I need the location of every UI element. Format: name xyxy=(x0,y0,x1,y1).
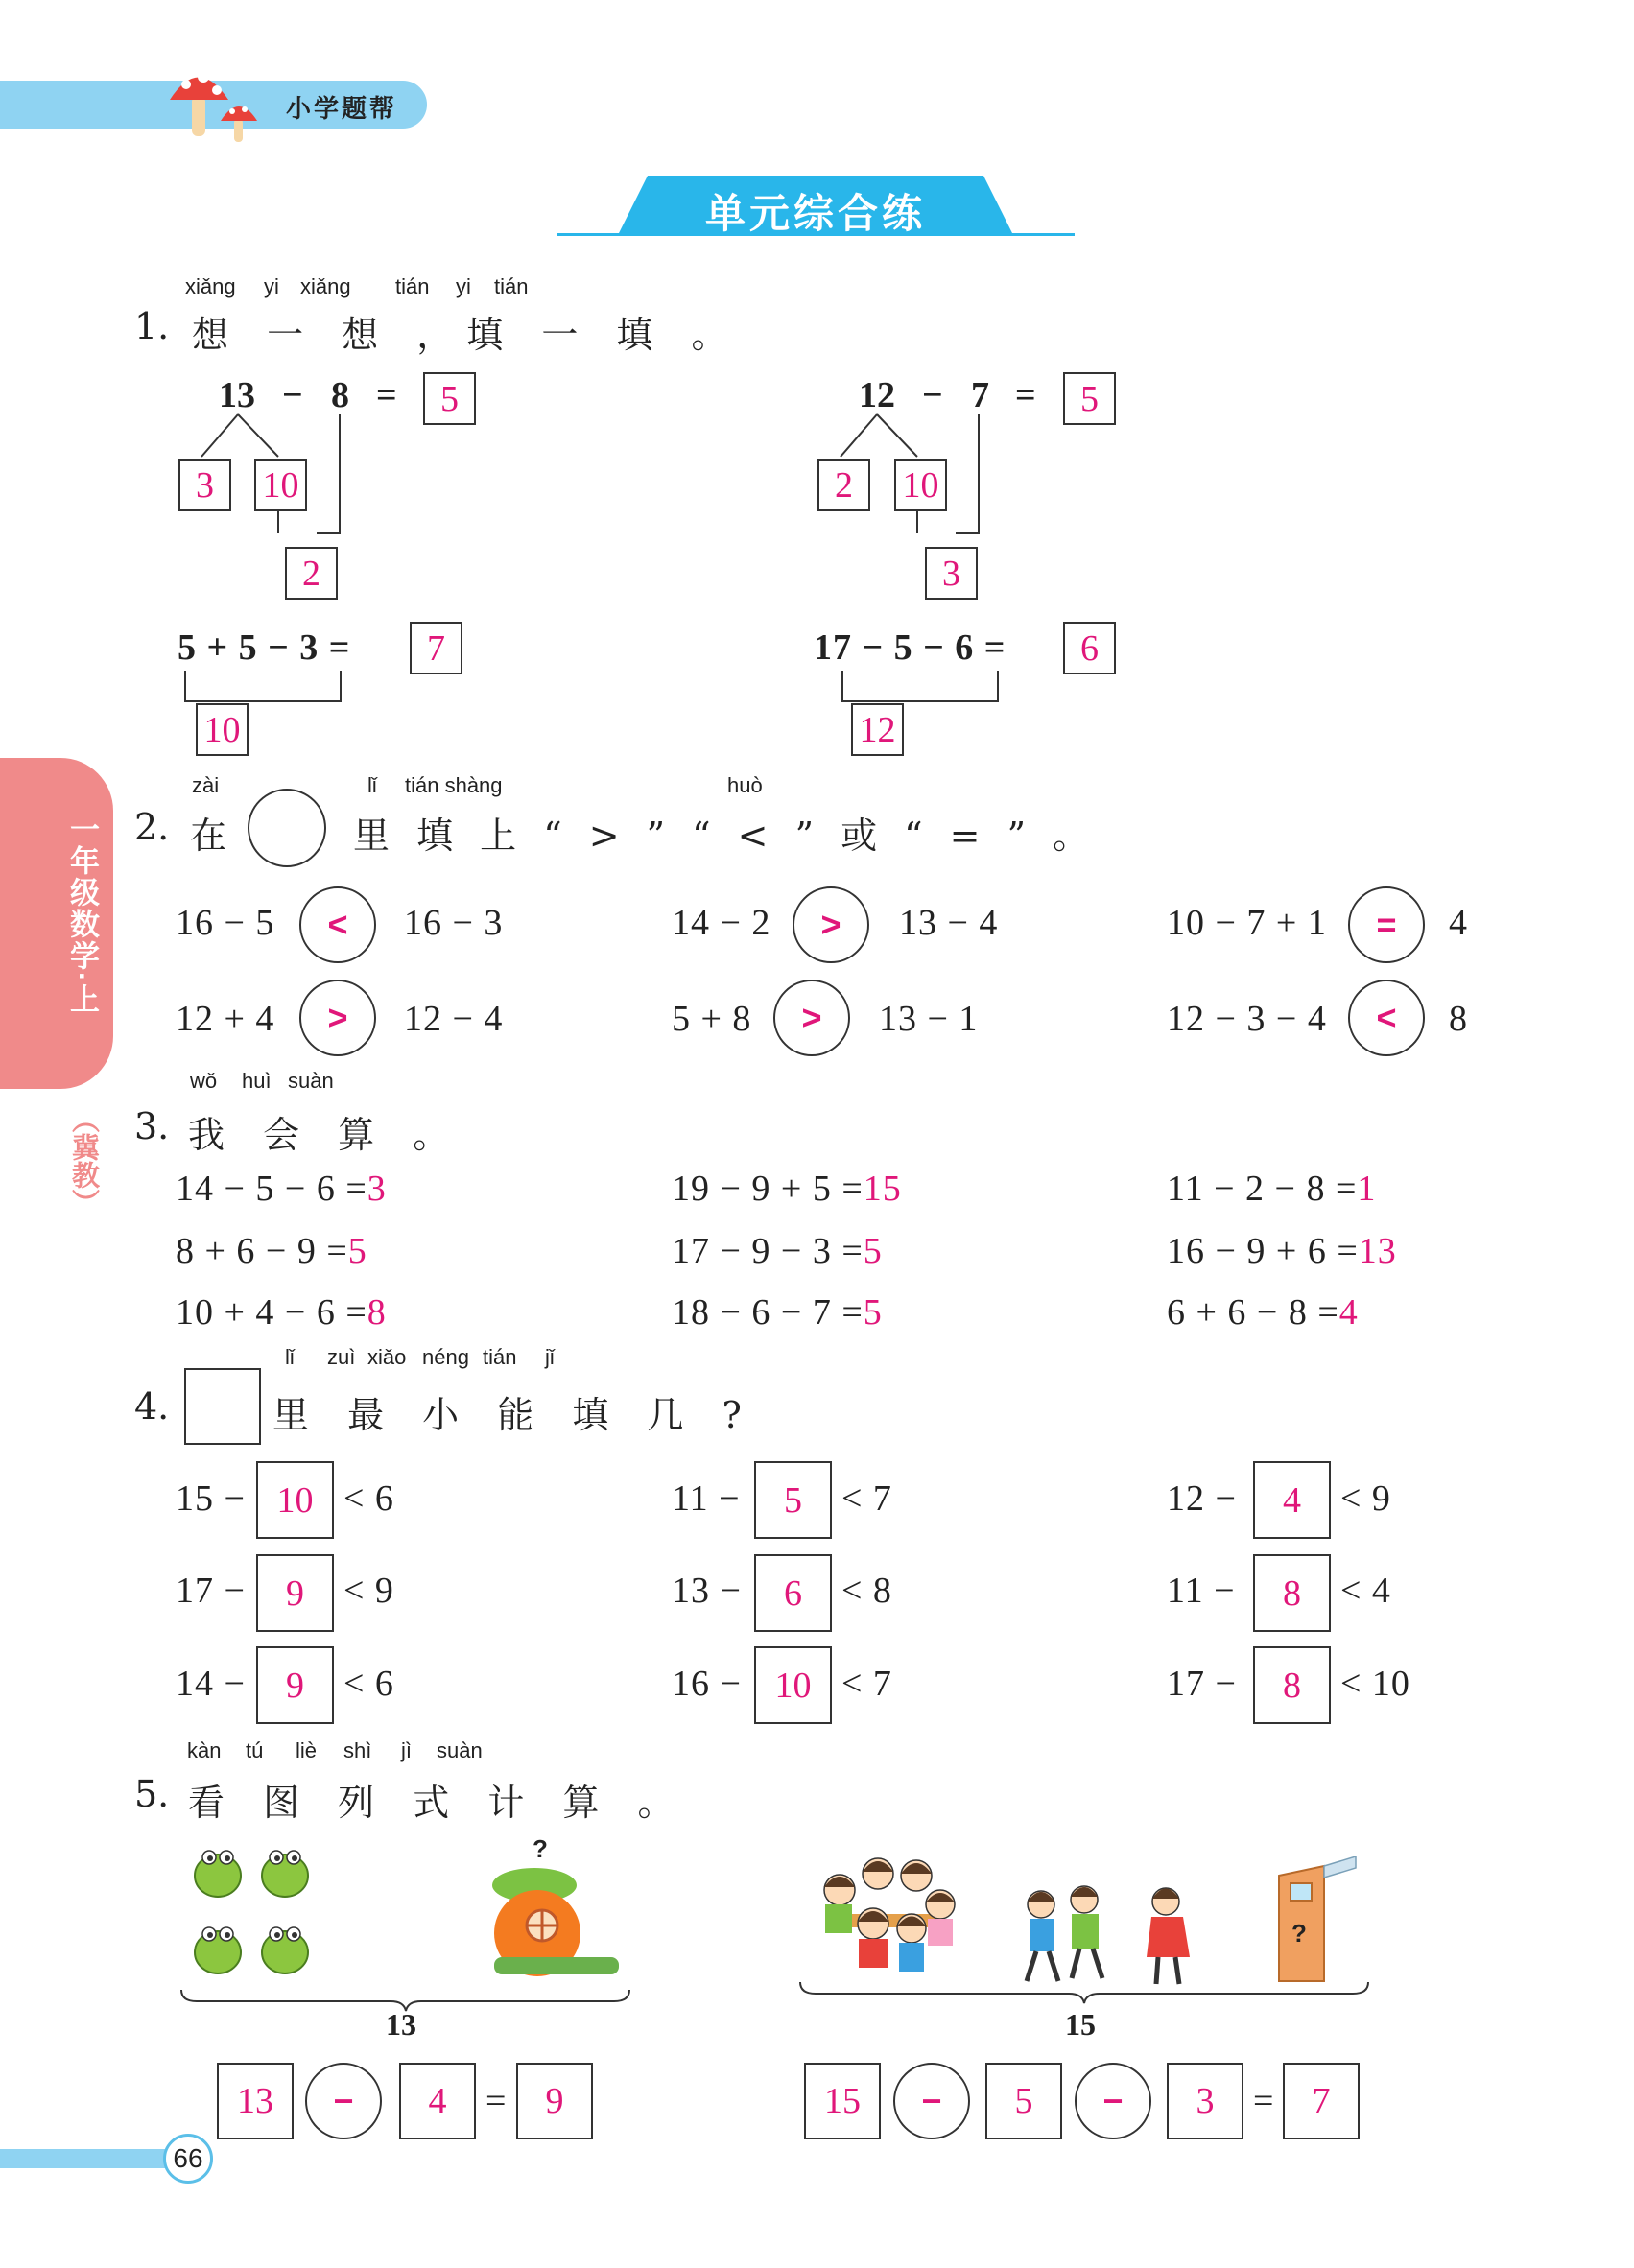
q4-item7-box[interactable]: 9 xyxy=(256,1646,334,1724)
q1-pinyin-3: xiǎng xyxy=(300,274,351,298)
q5-left-total: 13 xyxy=(386,2007,416,2042)
door-illustration xyxy=(1271,1856,1362,1986)
q4-pinyin-6: jǐ xyxy=(545,1345,555,1369)
q5-pinyin-6: suàn xyxy=(437,1738,483,1762)
q2-number: 2. xyxy=(134,806,170,848)
q4-item6-box[interactable]: 8 xyxy=(1253,1554,1331,1632)
q5-left-question: ? xyxy=(533,1834,548,1863)
q5-right-brace xyxy=(796,1978,1372,2009)
q1b-eq: = xyxy=(1015,375,1036,415)
q1b-split-box-1[interactable]: 2 xyxy=(817,459,870,511)
q2-item4-left: 12 + 4 xyxy=(176,999,275,1039)
q3-item4-answer[interactable]: 5 xyxy=(347,1231,367,1271)
q5-left-box-1[interactable]: 13 xyxy=(217,2063,294,2139)
q5-left-op-1[interactable]: − xyxy=(305,2063,382,2139)
q3-pinyin-2: huì xyxy=(242,1069,272,1093)
q1a-split-box-1[interactable]: 3 xyxy=(178,459,231,511)
q2-title-1: 在 xyxy=(190,815,241,857)
q4-item4-left: 17 − xyxy=(176,1571,246,1611)
q3-item8-answer[interactable]: 5 xyxy=(863,1292,883,1333)
q1b-result-box[interactable]: 3 xyxy=(925,547,978,600)
q4-pinyin-1: lǐ xyxy=(285,1345,295,1369)
q2-item3-left: 10 − 7 + 1 xyxy=(1167,903,1327,943)
q1a-op: − xyxy=(282,375,303,415)
q2-item3-right: 4 xyxy=(1449,903,1468,943)
q3-item6-answer[interactable]: 13 xyxy=(1358,1231,1397,1271)
q1-pinyin-5: yi xyxy=(456,274,471,298)
mushroom-icon xyxy=(165,59,261,146)
q3-item1: 14 − 5 − 6 =3 xyxy=(176,1169,387,1209)
q1a-split-box-2[interactable]: 10 xyxy=(254,459,307,511)
q4-item5-box[interactable]: 6 xyxy=(754,1554,832,1632)
q4-pinyin-3: xiǎo xyxy=(367,1345,407,1369)
q4-item3-right: < 9 xyxy=(1340,1478,1391,1519)
q5-right-question: ? xyxy=(1291,1919,1307,1948)
q4-item8-right: < 7 xyxy=(841,1664,892,1704)
q4-item8-box[interactable]: 10 xyxy=(754,1646,832,1724)
q5-left-box-2[interactable]: 4 xyxy=(399,2063,476,2139)
q2-item1-circle[interactable]: < xyxy=(299,886,376,963)
q4-pinyin-2: zuì xyxy=(327,1345,356,1369)
q4-item5-left: 13 − xyxy=(672,1571,742,1611)
q2-item5-circle[interactable]: > xyxy=(773,980,850,1056)
q4-item6-left: 11 − xyxy=(1167,1571,1236,1611)
q1-pinyin-1: xiǎng xyxy=(185,274,236,298)
q2-item1-right: 16 − 3 xyxy=(404,903,504,943)
q1a-n1: 13 xyxy=(219,375,255,415)
side-tab-grade: 一年级数学·上 xyxy=(65,814,99,1016)
q1-title: 想 一 想 ，填 一 填 。 xyxy=(192,314,742,356)
q3-item7: 10 + 4 − 6 =8 xyxy=(176,1292,387,1333)
q4-item2-box[interactable]: 5 xyxy=(754,1461,832,1539)
q1b-op: − xyxy=(922,375,943,415)
q4-item2-left: 11 − xyxy=(672,1478,741,1519)
q3-title: 我 会 算 。 xyxy=(188,1114,463,1156)
q2-pinyin-zai: zài xyxy=(192,773,220,797)
q3-item7-answer[interactable]: 8 xyxy=(367,1292,387,1333)
q5-pinyin-3: liè xyxy=(296,1738,318,1762)
q1-pinyin-2: yi xyxy=(264,274,279,298)
q4-item4-right: < 9 xyxy=(343,1571,394,1611)
q4-item4-box[interactable]: 9 xyxy=(256,1554,334,1632)
q2-item6-circle[interactable]: < xyxy=(1348,980,1425,1056)
q4-item3-left: 12 − xyxy=(1167,1478,1237,1519)
q5-right-box-1[interactable]: 15 xyxy=(804,2063,881,2139)
q4-item7-right: < 6 xyxy=(343,1664,394,1704)
q5-pinyin-5: jì xyxy=(401,1738,412,1762)
q4-item5-right: < 8 xyxy=(841,1571,892,1611)
q5-pinyin-1: kàn xyxy=(187,1738,222,1762)
q2-circle-sample xyxy=(248,789,326,867)
q1a-answer-box[interactable]: 5 xyxy=(423,372,476,425)
q4-item6-right: < 4 xyxy=(1340,1571,1391,1611)
q5-left-box-3[interactable]: 9 xyxy=(516,2063,593,2139)
q2-item1-left: 16 − 5 xyxy=(176,903,275,943)
q2-item6-right: 8 xyxy=(1449,999,1468,1039)
q1c-answer-box[interactable]: 7 xyxy=(410,622,462,674)
q2-item2-circle[interactable]: > xyxy=(793,886,869,963)
q4-item1-left: 15 − xyxy=(176,1478,246,1519)
q5-right-op-2[interactable]: − xyxy=(1075,2063,1151,2139)
q2-item4-right: 12 − 4 xyxy=(404,999,504,1039)
q3-item8: 18 − 6 − 7 =5 xyxy=(672,1292,883,1333)
q1b-n2: 7 xyxy=(971,375,989,415)
page-number: 66 xyxy=(163,2134,213,2184)
q1b-split-box-2[interactable]: 10 xyxy=(894,459,947,511)
q3-item6: 16 − 9 + 6 =13 xyxy=(1167,1231,1397,1271)
q1-pinyin-4: tián xyxy=(395,274,430,298)
q1b-answer-box[interactable]: 5 xyxy=(1063,372,1116,425)
q4-item7-left: 14 − xyxy=(176,1664,246,1704)
q5-right-equals: = xyxy=(1253,2081,1274,2121)
brand-label: 小学题帮 xyxy=(286,94,398,123)
q3-item5-answer[interactable]: 5 xyxy=(863,1231,883,1271)
running-children-illustration xyxy=(1012,1880,1204,1991)
side-tab-edition: （冀教） xyxy=(68,1105,99,1217)
q4-title: 里 最 小 能 填 几 ? xyxy=(272,1394,755,1436)
q2-item2-right: 13 − 4 xyxy=(899,903,999,943)
q3-item3-answer[interactable]: 1 xyxy=(1357,1169,1377,1209)
q4-item3-box[interactable]: 4 xyxy=(1253,1461,1331,1539)
q2-title-2: 里 填 上 “ > ” “ < ” 或 “ = ” 。 xyxy=(353,815,1098,857)
q2-item3-circle[interactable]: = xyxy=(1348,886,1425,963)
q5-right-box-2[interactable]: 5 xyxy=(985,2063,1062,2139)
q5-number: 5. xyxy=(134,1773,170,1815)
q1b-n1: 12 xyxy=(859,375,895,415)
children-group-illustration xyxy=(811,1847,964,1991)
q5-right-total: 15 xyxy=(1065,2007,1096,2042)
q4-item9-left: 17 − xyxy=(1167,1664,1237,1704)
q4-pinyin-4: néng xyxy=(422,1345,469,1369)
apple-house-illustration xyxy=(475,1866,628,1981)
q3-item1-answer[interactable]: 3 xyxy=(367,1169,387,1209)
q2-item5-right: 13 − 1 xyxy=(879,999,979,1039)
q2-pinyin-tianshang: tián shàng xyxy=(405,773,503,797)
q4-square-sample xyxy=(184,1368,261,1445)
q3-item4: 8 + 6 − 9 =5 xyxy=(176,1231,367,1271)
q2-item6-left: 12 − 3 − 4 xyxy=(1167,999,1327,1039)
q2-item2-left: 14 − 2 xyxy=(672,903,771,943)
q4-item8-left: 16 − xyxy=(672,1664,742,1704)
q3-number: 3. xyxy=(134,1105,170,1147)
q1d-mid-box[interactable]: 12 xyxy=(851,703,904,756)
q4-item9-box[interactable]: 8 xyxy=(1253,1646,1331,1724)
q5-right-op-1[interactable]: − xyxy=(893,2063,970,2139)
q3-item3: 11 − 2 − 8 =1 xyxy=(1167,1169,1377,1209)
q5-title: 看 图 列 式 计 算 。 xyxy=(188,1782,688,1824)
q1-pinyin-6: tián xyxy=(494,274,529,298)
page-title: 单元综合练 xyxy=(704,191,926,236)
q1d-answer-box[interactable]: 6 xyxy=(1063,622,1116,674)
q3-pinyin-1: wǒ xyxy=(190,1069,218,1093)
q1d-expression: 17 − 5 − 6 = xyxy=(814,627,1006,668)
q2-item5-left: 5 + 8 xyxy=(672,999,752,1039)
q3-item2-answer[interactable]: 15 xyxy=(863,1169,902,1209)
q1c-expression: 5 + 5 − 3 = xyxy=(178,627,351,668)
q1a-n2: 8 xyxy=(331,375,349,415)
q3-item9-answer[interactable]: 4 xyxy=(1338,1292,1359,1333)
q4-pinyin-5: tián xyxy=(483,1345,517,1369)
q1a-eq: = xyxy=(376,375,397,415)
q4-number: 4. xyxy=(134,1385,170,1428)
q5-pinyin-2: tú xyxy=(246,1738,264,1762)
q3-item2: 19 − 9 + 5 =15 xyxy=(672,1169,902,1209)
q1c-mid-box[interactable]: 10 xyxy=(196,703,249,756)
q4-item1-right: < 6 xyxy=(343,1478,394,1519)
frogs-illustration xyxy=(184,1832,328,1996)
q5-right-box-3[interactable]: 3 xyxy=(1167,2063,1243,2139)
q5-right-box-4[interactable]: 7 xyxy=(1283,2063,1360,2139)
q5-left-equals: = xyxy=(485,2081,507,2121)
q1a-result-box[interactable]: 2 xyxy=(285,547,338,600)
q3-item9: 6 + 6 − 8 =4 xyxy=(1167,1292,1359,1333)
q5-pinyin-4: shì xyxy=(343,1738,372,1762)
q1-number: 1. xyxy=(134,305,170,347)
q2-item4-circle[interactable]: > xyxy=(299,980,376,1056)
q4-item2-right: < 7 xyxy=(841,1478,892,1519)
q3-pinyin-3: suàn xyxy=(288,1069,334,1093)
q4-item9-right: < 10 xyxy=(1340,1664,1410,1704)
q2-pinyin-li: lǐ xyxy=(367,773,377,797)
q4-item1-box[interactable]: 10 xyxy=(256,1461,334,1539)
q2-pinyin-huo: huò xyxy=(727,773,763,797)
q3-item5: 17 − 9 − 3 =5 xyxy=(672,1231,883,1271)
